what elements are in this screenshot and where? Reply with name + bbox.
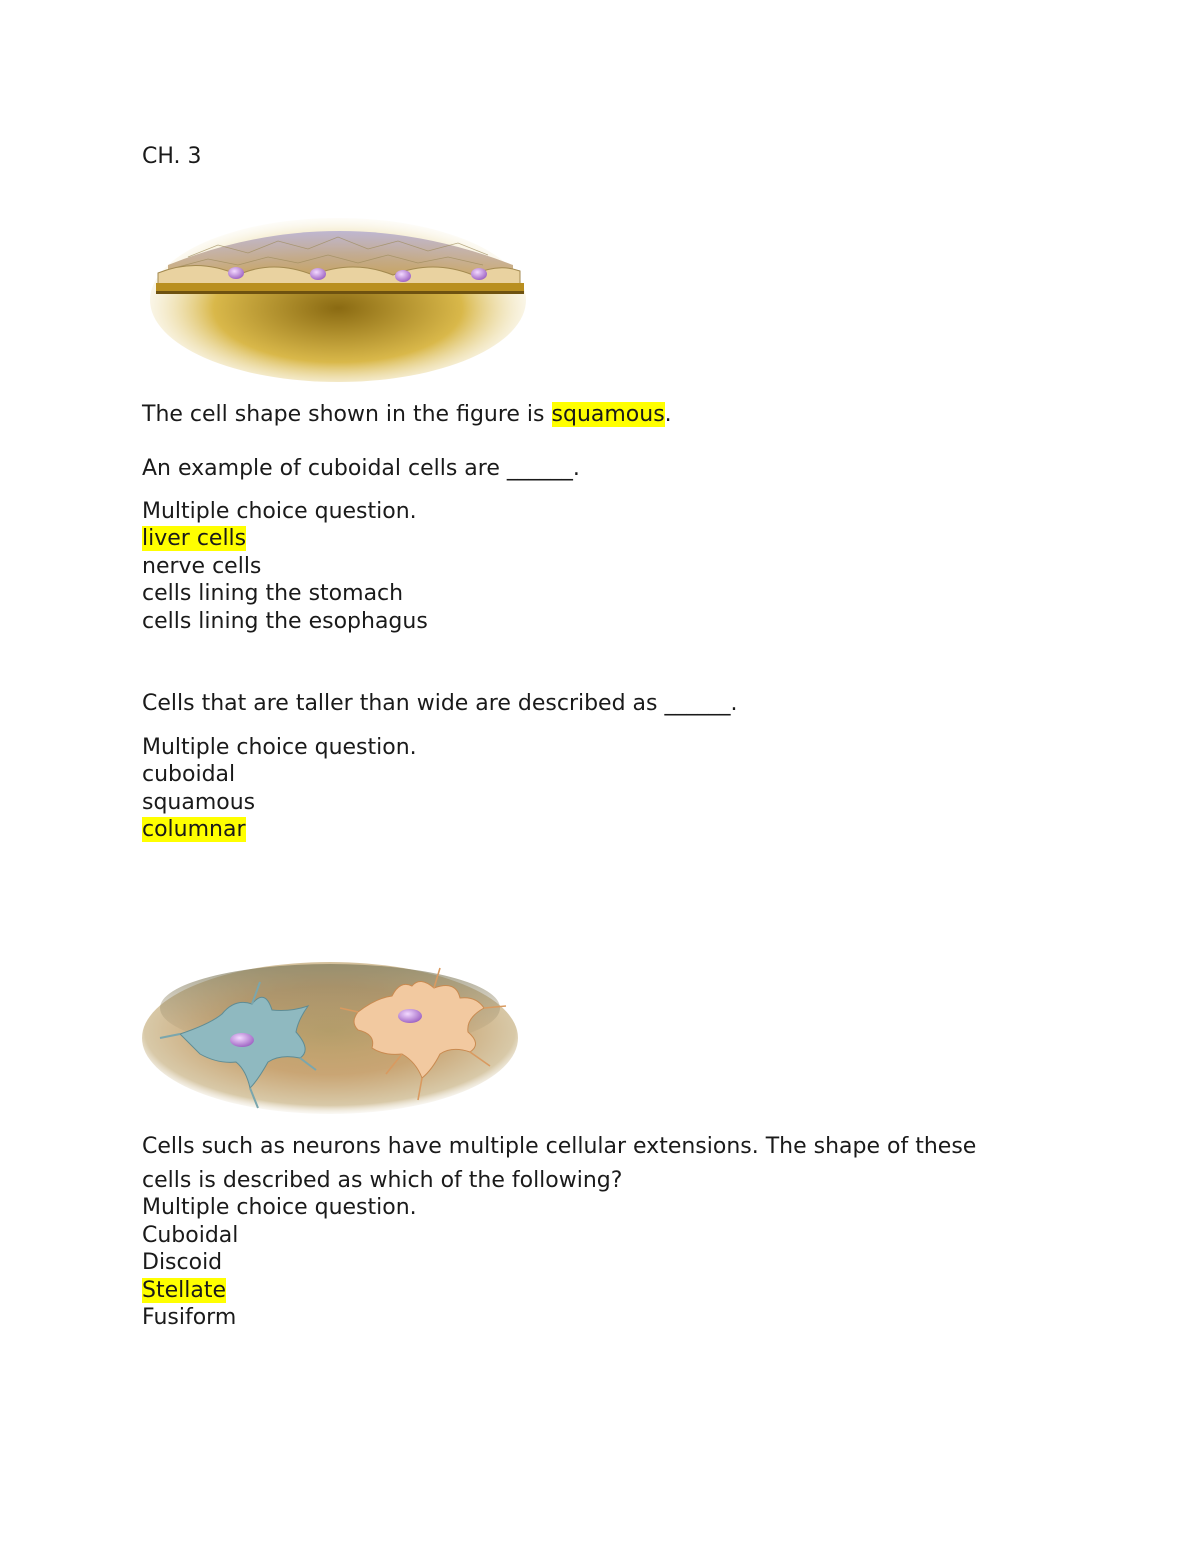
question-3-type: Multiple choice question.	[142, 735, 417, 760]
question-3-option: squamous	[142, 789, 256, 815]
chapter-heading: CH. 3	[142, 144, 202, 169]
question-4-option: Cuboidal	[142, 1222, 239, 1248]
question-4-stem-line-2: cells is described as which of the following?	[142, 1168, 623, 1193]
stellate-cells-figure	[140, 958, 520, 1118]
question-3-block	[142, 734, 417, 844]
question-3-option: cuboidal	[142, 762, 236, 788]
squamous-epithelium-figure	[148, 205, 530, 385]
question-2-option: liver cells	[142, 526, 247, 552]
question-2-option: cells lining the esophagus	[142, 608, 428, 634]
question-4-stem-line-1: Cells such as neurons have multiple cellular extensions. The shape of these	[142, 1134, 977, 1159]
question-2-option: cells lining the stomach	[142, 581, 404, 607]
question-4-type: Multiple choice question.	[142, 1195, 417, 1221]
question-1-prefix: The cell shape shown in the figure is	[142, 402, 552, 427]
question-2-block	[142, 498, 428, 635]
question-4-option: Discoid	[142, 1250, 223, 1276]
question-2-option: nerve cells	[142, 553, 262, 579]
question-4-option: Stellate	[142, 1277, 226, 1303]
question-3-option: columnar	[142, 817, 246, 843]
question-2-stem: An example of cuboidal cells are ______.	[142, 456, 580, 481]
question-4-option: Fusiform	[142, 1305, 237, 1331]
question-4-block	[142, 1167, 622, 1331]
question-1-statement	[142, 401, 672, 428]
question-1-answer: squamous	[551, 402, 665, 427]
question-3-stem: Cells that are taller than wide are described as ______.	[142, 691, 738, 716]
question-1-suffix: .	[664, 402, 672, 427]
question-2-type: Multiple choice question.	[142, 499, 417, 524]
